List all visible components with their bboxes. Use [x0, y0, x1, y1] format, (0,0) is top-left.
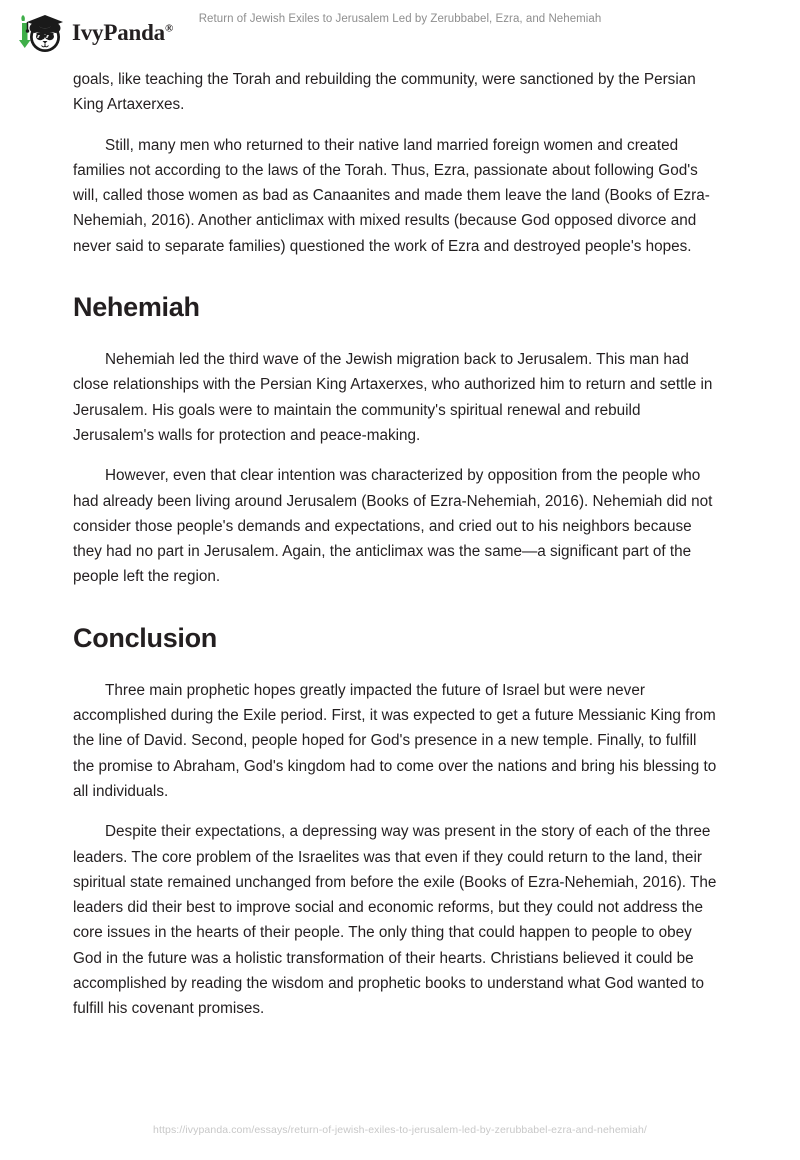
section-heading-conclusion-wrap	[73, 622, 721, 654]
source-url[interactable]: https://ivypanda.com/essays/return-of-jewish-exiles-to-jerusalem-led-by-zerubbabel-ezra-and-nehemiah/	[153, 1124, 647, 1136]
brand-name-text: IvyPanda	[72, 19, 165, 45]
page-header	[0, 0, 800, 62]
document-title: Return of Jewish Exiles to Jerusalem Led by Zerubbabel, Ezra, and Nehemiah	[198, 13, 602, 25]
document-content	[73, 67, 721, 1022]
paragraph: Despite their expectations, a depressing way was present in the story of each of the three leaders. The core problem of the Israelites was that even if they could return to the land, their spiritual state remained unchanged from before the exile (Books of Ezra-Nehemiah, 2016). The leaders did their best to improve social and economic reforms, but they could not address the core issues in the hearts of their people. The only thing that could happen to people to obey God in the future was a holistic transformation of their hearts. Christians believed it could be accomplished by reading the wisdom and prophetic books to understand what God wanted to fulfill his covenant promises.	[73, 823, 717, 1018]
paragraph: goals, like teaching the Torah and rebuilding the community, were sanctioned by the Persian King Artaxerxes.	[73, 71, 696, 114]
paragraph: Nehemiah led the third wave of the Jewish migration back to Jerusalem. This man had close relationships with the Persian King Artaxerxes, who authorized him to return and settle in Jerusalem. His goals were to maintain the community's spiritual renewal and rebuild Jerusalem's walls for protection and peace-making.	[73, 351, 713, 444]
paragraph: Three main prophetic hopes greatly impacted the future of Israel but were never accomplished during the Exile period. First, it was expected to get a future Messianic King from the line of David. Second, people hoped for God's presence in a new temple. Finally, to fulfill the promise to Abraham, God's kingdom had to come over the nations and bring his blessing to all individuals.	[73, 681, 717, 800]
section-heading-nehemiah-wrap	[73, 291, 721, 323]
section-heading: Conclusion	[73, 622, 217, 653]
paragraph: Still, many men who returned to their native land married foreign women and created families not according to the laws of the Torah. Thus, Ezra, passionate about following God's will, called those women as bad as Canaanites and made them leave the land (Books of Ezra-Nehemiah, 2016). Another anticlimax with mixed results (because God opposed divorce and never said to separate families) questioned the work of Ezra and destroyed people's hopes.	[73, 136, 710, 255]
paragraph: However, even that clear intention was characterized by opposition from the people who had already been living around Jerusalem (Books of Ezra-Nehemiah, 2016). Nehemiah did not consider those people's demands and expectations, and cried out to his neighbors because they had no part in Jerusalem. Again, the anticlimax was the same—a significant part of the people left the region.	[73, 467, 713, 586]
section-heading: Nehemiah	[73, 292, 200, 323]
page-footer	[0, 1120, 800, 1138]
registered-mark: ®	[164, 21, 174, 34]
